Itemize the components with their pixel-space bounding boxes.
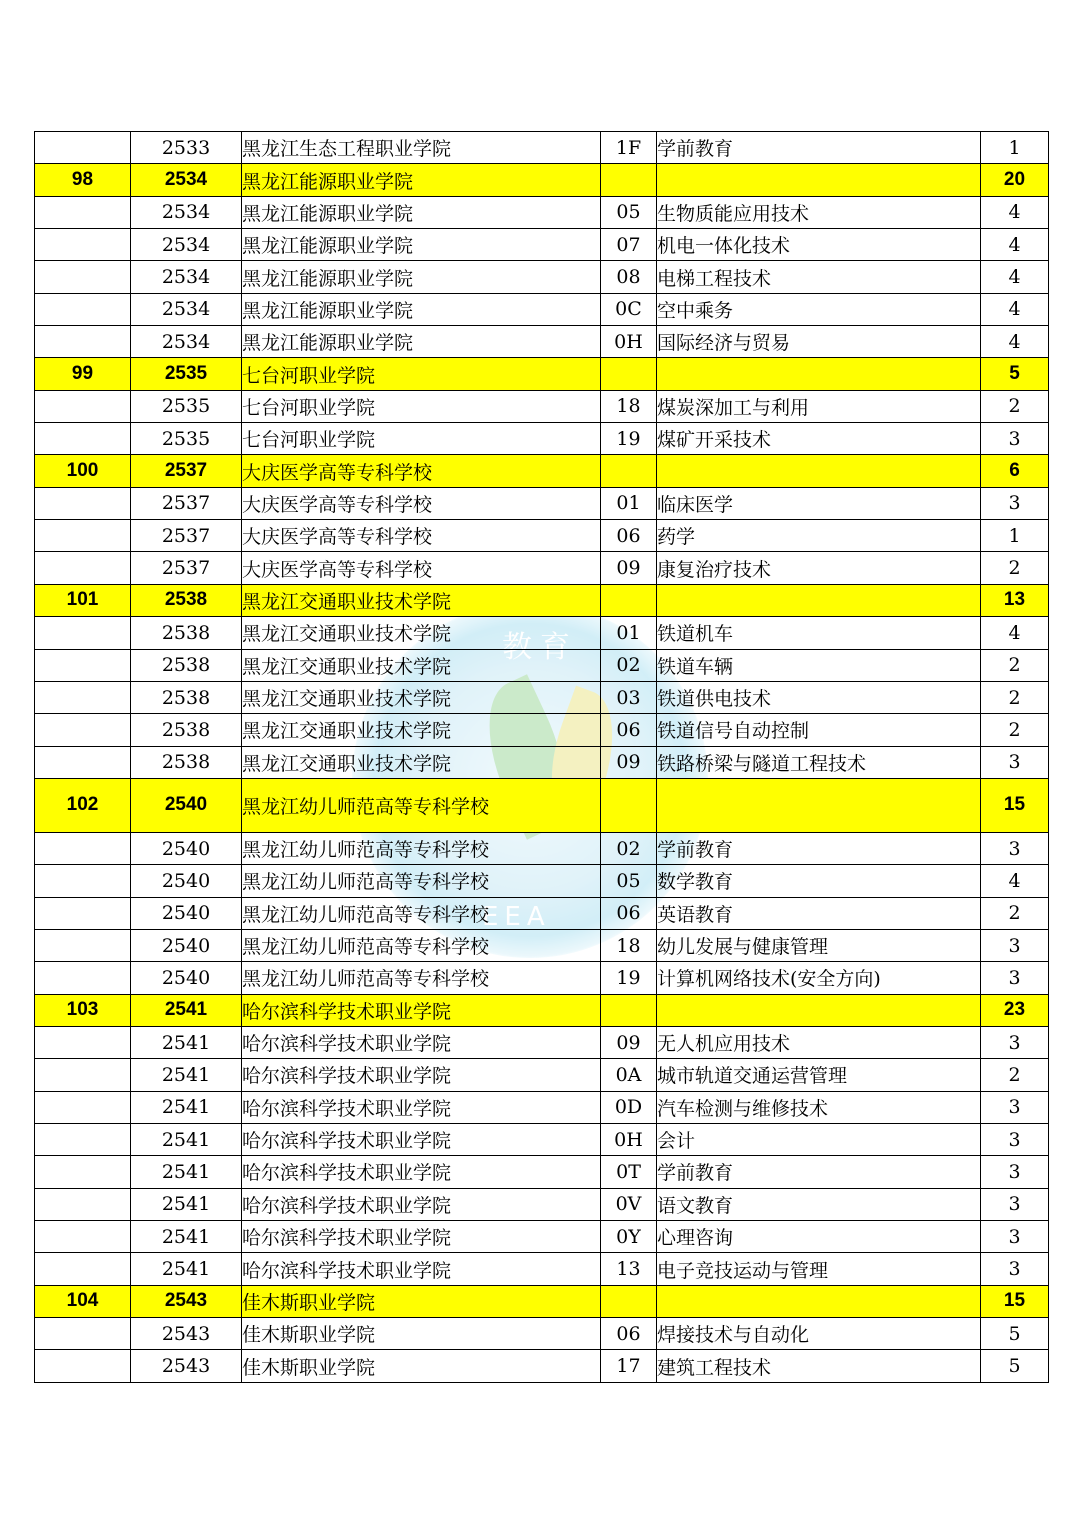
school-code-cell: 2538 bbox=[131, 714, 242, 746]
major-name-cell: 临床医学 bbox=[657, 487, 981, 519]
seq-number-cell bbox=[35, 1059, 131, 1091]
seq-number-cell bbox=[35, 552, 131, 584]
plan-count-cell: 20 bbox=[981, 164, 1049, 196]
school-summary-row bbox=[35, 584, 1049, 616]
plan-count-cell: 3 bbox=[981, 1091, 1049, 1123]
school-code-cell: 2538 bbox=[131, 681, 242, 713]
plan-count-cell: 4 bbox=[981, 617, 1049, 649]
major-code-cell: 0H bbox=[601, 326, 657, 358]
school-name-cell: 黑龙江交通职业技术学院 bbox=[242, 746, 601, 778]
school-name-cell: 黑龙江能源职业学院 bbox=[242, 164, 601, 196]
table-row bbox=[35, 865, 1049, 897]
school-code-cell: 2540 bbox=[131, 929, 242, 961]
table-row bbox=[35, 196, 1049, 228]
plan-count-cell: 3 bbox=[981, 1221, 1049, 1253]
major-code-cell: 06 bbox=[601, 1318, 657, 1350]
school-code-cell: 2540 bbox=[131, 962, 242, 994]
plan-count-cell: 13 bbox=[981, 584, 1049, 616]
major-name-cell: 英语教育 bbox=[657, 897, 981, 929]
school-code-cell: 2537 bbox=[131, 487, 242, 519]
plan-count-cell: 3 bbox=[981, 1123, 1049, 1155]
seq-number-cell: 103 bbox=[35, 994, 131, 1026]
major-name-cell: 铁道车辆 bbox=[657, 649, 981, 681]
plan-count-cell: 2 bbox=[981, 681, 1049, 713]
major-code-cell: 03 bbox=[601, 681, 657, 713]
plan-count-cell: 4 bbox=[981, 293, 1049, 325]
school-code-cell: 2534 bbox=[131, 326, 242, 358]
table-row bbox=[35, 229, 1049, 261]
table-row bbox=[35, 681, 1049, 713]
plan-count-cell: 1 bbox=[981, 520, 1049, 552]
table-row bbox=[35, 897, 1049, 929]
table-row bbox=[35, 326, 1049, 358]
school-code-cell: 2541 bbox=[131, 1059, 242, 1091]
school-name-cell: 大庆医学高等专科学校 bbox=[242, 552, 601, 584]
school-name-cell: 七台河职业学院 bbox=[242, 358, 601, 390]
major-code-cell bbox=[601, 584, 657, 616]
seq-number-cell bbox=[35, 261, 131, 293]
school-code-cell: 2538 bbox=[131, 649, 242, 681]
major-name-cell: 电梯工程技术 bbox=[657, 261, 981, 293]
plan-count-cell: 3 bbox=[981, 929, 1049, 961]
plan-count-cell: 4 bbox=[981, 196, 1049, 228]
school-name-cell: 黑龙江幼儿师范高等专科学校 bbox=[242, 865, 601, 897]
school-name-cell: 佳木斯职业学院 bbox=[242, 1285, 601, 1317]
school-summary-row bbox=[35, 164, 1049, 196]
school-name-cell: 哈尔滨科学技术职业学院 bbox=[242, 994, 601, 1026]
major-name-cell: 空中乘务 bbox=[657, 293, 981, 325]
table-row bbox=[35, 1123, 1049, 1155]
table-row bbox=[35, 1350, 1049, 1382]
school-code-cell: 2534 bbox=[131, 293, 242, 325]
seq-number-cell bbox=[35, 649, 131, 681]
school-code-cell: 2541 bbox=[131, 1026, 242, 1058]
major-name-cell: 学前教育 bbox=[657, 832, 981, 864]
seq-number-cell: 100 bbox=[35, 455, 131, 487]
major-name-cell: 机电一体化技术 bbox=[657, 229, 981, 261]
major-code-cell bbox=[601, 358, 657, 390]
table-row bbox=[35, 1059, 1049, 1091]
school-code-cell: 2535 bbox=[131, 423, 242, 455]
major-name-cell: 学前教育 bbox=[657, 132, 981, 164]
seq-number-cell bbox=[35, 423, 131, 455]
table-row bbox=[35, 714, 1049, 746]
seq-number-cell bbox=[35, 1123, 131, 1155]
major-name-cell: 煤炭深加工与利用 bbox=[657, 390, 981, 422]
seq-number-cell: 102 bbox=[35, 778, 131, 832]
table-row bbox=[35, 1156, 1049, 1188]
table-row bbox=[35, 552, 1049, 584]
school-name-cell: 哈尔滨科学技术职业学院 bbox=[242, 1156, 601, 1188]
table-row bbox=[35, 423, 1049, 455]
major-code-cell: 18 bbox=[601, 929, 657, 961]
major-code-cell: 0T bbox=[601, 1156, 657, 1188]
school-name-cell: 黑龙江能源职业学院 bbox=[242, 261, 601, 293]
table-row bbox=[35, 261, 1049, 293]
major-name-cell: 数学教育 bbox=[657, 865, 981, 897]
school-code-cell: 2540 bbox=[131, 865, 242, 897]
school-code-cell: 2538 bbox=[131, 746, 242, 778]
seq-number-cell bbox=[35, 865, 131, 897]
school-name-cell: 黑龙江交通职业技术学院 bbox=[242, 681, 601, 713]
seq-number-cell bbox=[35, 1188, 131, 1220]
major-code-cell bbox=[601, 455, 657, 487]
seq-number-cell bbox=[35, 1318, 131, 1350]
seq-number-cell bbox=[35, 832, 131, 864]
major-code-cell bbox=[601, 778, 657, 832]
school-name-cell: 大庆医学高等专科学校 bbox=[242, 520, 601, 552]
major-name-cell: 电子竞技运动与管理 bbox=[657, 1253, 981, 1285]
plan-count-cell: 5 bbox=[981, 358, 1049, 390]
table-row bbox=[35, 487, 1049, 519]
watermark-text: 教育 bbox=[502, 630, 578, 665]
major-name-cell: 煤矿开采技术 bbox=[657, 423, 981, 455]
major-code-cell: 13 bbox=[601, 1253, 657, 1285]
major-name-cell: 药学 bbox=[657, 520, 981, 552]
school-summary-row bbox=[35, 455, 1049, 487]
seq-number-cell bbox=[35, 1091, 131, 1123]
seq-number-cell bbox=[35, 746, 131, 778]
major-code-cell: 19 bbox=[601, 423, 657, 455]
major-code-cell: 17 bbox=[601, 1350, 657, 1382]
plan-count-cell: 5 bbox=[981, 1350, 1049, 1382]
school-name-cell: 黑龙江幼儿师范高等专科学校 bbox=[242, 929, 601, 961]
school-name-cell: 黑龙江幼儿师范高等专科学校 bbox=[242, 832, 601, 864]
seq-number-cell: 101 bbox=[35, 584, 131, 616]
school-name-cell: 哈尔滨科学技术职业学院 bbox=[242, 1059, 601, 1091]
major-code-cell: 07 bbox=[601, 229, 657, 261]
school-code-cell: 2535 bbox=[131, 390, 242, 422]
school-code-cell: 2543 bbox=[131, 1285, 242, 1317]
major-code-cell: 19 bbox=[601, 962, 657, 994]
major-code-cell: 09 bbox=[601, 1026, 657, 1058]
major-code-cell: 06 bbox=[601, 714, 657, 746]
plan-count-cell: 15 bbox=[981, 778, 1049, 832]
major-name-cell: 心理咨询 bbox=[657, 1221, 981, 1253]
seq-number-cell bbox=[35, 487, 131, 519]
seq-number-cell bbox=[35, 390, 131, 422]
major-name-cell: 铁道信号自动控制 bbox=[657, 714, 981, 746]
major-code-cell: 0A bbox=[601, 1059, 657, 1091]
plan-count-cell: 3 bbox=[981, 1188, 1049, 1220]
school-code-cell: 2541 bbox=[131, 1156, 242, 1188]
plan-count-cell: 2 bbox=[981, 552, 1049, 584]
plan-count-cell: 3 bbox=[981, 746, 1049, 778]
major-code-cell: 06 bbox=[601, 897, 657, 929]
school-name-cell: 黑龙江交通职业技术学院 bbox=[242, 584, 601, 616]
school-code-cell: 2537 bbox=[131, 520, 242, 552]
school-code-cell: 2534 bbox=[131, 261, 242, 293]
school-name-cell: 黑龙江幼儿师范高等专科学校 bbox=[242, 897, 601, 929]
school-code-cell: 2543 bbox=[131, 1318, 242, 1350]
school-summary-row bbox=[35, 778, 1049, 832]
school-code-cell: 2541 bbox=[131, 1091, 242, 1123]
seq-number-cell bbox=[35, 1156, 131, 1188]
major-name-cell bbox=[657, 994, 981, 1026]
major-name-cell: 国际经济与贸易 bbox=[657, 326, 981, 358]
school-summary-row bbox=[35, 358, 1049, 390]
school-code-cell: 2534 bbox=[131, 196, 242, 228]
table-row bbox=[35, 832, 1049, 864]
seq-number-cell bbox=[35, 520, 131, 552]
table-row bbox=[35, 293, 1049, 325]
plan-count-cell: 5 bbox=[981, 1318, 1049, 1350]
major-name-cell: 建筑工程技术 bbox=[657, 1350, 981, 1382]
school-name-cell: 大庆医学高等专科学校 bbox=[242, 487, 601, 519]
plan-count-cell: 3 bbox=[981, 1026, 1049, 1058]
table-row bbox=[35, 1253, 1049, 1285]
school-code-cell: 2541 bbox=[131, 1123, 242, 1155]
watermark-text: EEA bbox=[482, 902, 551, 932]
table-row bbox=[35, 1188, 1049, 1220]
enrollment-table bbox=[34, 131, 1049, 1383]
seq-number-cell bbox=[35, 293, 131, 325]
major-code-cell: 02 bbox=[601, 649, 657, 681]
seq-number-cell bbox=[35, 1350, 131, 1382]
school-name-cell: 七台河职业学院 bbox=[242, 390, 601, 422]
seq-number-cell: 104 bbox=[35, 1285, 131, 1317]
major-code-cell: 0Y bbox=[601, 1221, 657, 1253]
major-name-cell bbox=[657, 778, 981, 832]
major-name-cell: 城市轨道交通运营管理 bbox=[657, 1059, 981, 1091]
table-row bbox=[35, 1221, 1049, 1253]
school-name-cell: 黑龙江交通职业技术学院 bbox=[242, 649, 601, 681]
major-name-cell bbox=[657, 1285, 981, 1317]
major-name-cell: 康复治疗技术 bbox=[657, 552, 981, 584]
major-name-cell: 无人机应用技术 bbox=[657, 1026, 981, 1058]
plan-count-cell: 2 bbox=[981, 714, 1049, 746]
major-name-cell: 汽车检测与维修技术 bbox=[657, 1091, 981, 1123]
table-row bbox=[35, 617, 1049, 649]
major-name-cell: 焊接技术与自动化 bbox=[657, 1318, 981, 1350]
seq-number-cell bbox=[35, 132, 131, 164]
seq-number-cell bbox=[35, 326, 131, 358]
major-code-cell: 05 bbox=[601, 196, 657, 228]
major-code-cell: 06 bbox=[601, 520, 657, 552]
table-row bbox=[35, 1091, 1049, 1123]
school-code-cell: 2534 bbox=[131, 229, 242, 261]
school-name-cell: 哈尔滨科学技术职业学院 bbox=[242, 1221, 601, 1253]
major-name-cell bbox=[657, 358, 981, 390]
school-name-cell: 佳木斯职业学院 bbox=[242, 1350, 601, 1382]
table-row bbox=[35, 1026, 1049, 1058]
major-name-cell bbox=[657, 584, 981, 616]
seq-number-cell bbox=[35, 229, 131, 261]
plan-count-cell: 2 bbox=[981, 390, 1049, 422]
school-code-cell: 2534 bbox=[131, 164, 242, 196]
plan-count-cell: 4 bbox=[981, 865, 1049, 897]
major-code-cell: 1F bbox=[601, 132, 657, 164]
school-name-cell: 黑龙江能源职业学院 bbox=[242, 196, 601, 228]
major-code-cell: 0H bbox=[601, 1123, 657, 1155]
major-code-cell: 05 bbox=[601, 865, 657, 897]
seq-number-cell bbox=[35, 617, 131, 649]
seq-number-cell bbox=[35, 714, 131, 746]
major-code-cell bbox=[601, 1285, 657, 1317]
school-name-cell: 七台河职业学院 bbox=[242, 423, 601, 455]
school-code-cell: 2538 bbox=[131, 617, 242, 649]
major-name-cell: 生物质能应用技术 bbox=[657, 196, 981, 228]
table-row bbox=[35, 520, 1049, 552]
school-summary-row bbox=[35, 994, 1049, 1026]
major-code-cell: 09 bbox=[601, 746, 657, 778]
major-code-cell bbox=[601, 164, 657, 196]
school-name-cell: 黑龙江能源职业学院 bbox=[242, 326, 601, 358]
table-row bbox=[35, 390, 1049, 422]
plan-count-cell: 4 bbox=[981, 326, 1049, 358]
plan-count-cell: 15 bbox=[981, 1285, 1049, 1317]
school-name-cell: 哈尔滨科学技术职业学院 bbox=[242, 1091, 601, 1123]
school-code-cell: 2541 bbox=[131, 1221, 242, 1253]
school-name-cell: 黑龙江幼儿师范高等专科学校 bbox=[242, 778, 601, 832]
table-row bbox=[35, 132, 1049, 164]
table-row bbox=[35, 1318, 1049, 1350]
plan-count-cell: 2 bbox=[981, 1059, 1049, 1091]
plan-count-cell: 2 bbox=[981, 649, 1049, 681]
school-name-cell: 黑龙江幼儿师范高等专科学校 bbox=[242, 962, 601, 994]
major-name-cell: 铁道机车 bbox=[657, 617, 981, 649]
major-code-cell: 0C bbox=[601, 293, 657, 325]
table-row bbox=[35, 649, 1049, 681]
school-name-cell: 黑龙江交通职业技术学院 bbox=[242, 714, 601, 746]
plan-count-cell: 3 bbox=[981, 832, 1049, 864]
seq-number-cell bbox=[35, 929, 131, 961]
school-code-cell: 2541 bbox=[131, 1253, 242, 1285]
plan-count-cell: 2 bbox=[981, 897, 1049, 929]
seq-number-cell bbox=[35, 681, 131, 713]
major-name-cell: 铁路桥梁与隧道工程技术 bbox=[657, 746, 981, 778]
plan-count-cell: 3 bbox=[981, 487, 1049, 519]
plan-count-cell: 3 bbox=[981, 423, 1049, 455]
school-name-cell: 哈尔滨科学技术职业学院 bbox=[242, 1253, 601, 1285]
major-code-cell: 01 bbox=[601, 617, 657, 649]
seq-number-cell: 99 bbox=[35, 358, 131, 390]
school-code-cell: 2535 bbox=[131, 358, 242, 390]
major-code-cell: 09 bbox=[601, 552, 657, 584]
school-summary-row bbox=[35, 1285, 1049, 1317]
plan-count-cell: 1 bbox=[981, 132, 1049, 164]
plan-count-cell: 4 bbox=[981, 261, 1049, 293]
plan-count-cell: 23 bbox=[981, 994, 1049, 1026]
major-name-cell bbox=[657, 164, 981, 196]
school-code-cell: 2533 bbox=[131, 132, 242, 164]
seq-number-cell: 98 bbox=[35, 164, 131, 196]
seq-number-cell bbox=[35, 962, 131, 994]
major-name-cell: 学前教育 bbox=[657, 1156, 981, 1188]
seq-number-cell bbox=[35, 196, 131, 228]
plan-count-cell: 6 bbox=[981, 455, 1049, 487]
seq-number-cell bbox=[35, 1221, 131, 1253]
seq-number-cell bbox=[35, 897, 131, 929]
school-code-cell: 2540 bbox=[131, 832, 242, 864]
major-name-cell: 语文教育 bbox=[657, 1188, 981, 1220]
seq-number-cell bbox=[35, 1253, 131, 1285]
major-code-cell: 01 bbox=[601, 487, 657, 519]
school-name-cell: 哈尔滨科学技术职业学院 bbox=[242, 1188, 601, 1220]
school-name-cell: 佳木斯职业学院 bbox=[242, 1318, 601, 1350]
seq-number-cell bbox=[35, 1026, 131, 1058]
school-code-cell: 2538 bbox=[131, 584, 242, 616]
major-name-cell: 会计 bbox=[657, 1123, 981, 1155]
plan-count-cell: 3 bbox=[981, 1253, 1049, 1285]
school-name-cell: 黑龙江能源职业学院 bbox=[242, 293, 601, 325]
plan-count-cell: 3 bbox=[981, 1156, 1049, 1188]
table-row bbox=[35, 929, 1049, 961]
major-name-cell bbox=[657, 455, 981, 487]
major-code-cell: 18 bbox=[601, 390, 657, 422]
school-code-cell: 2543 bbox=[131, 1350, 242, 1382]
major-code-cell: 0V bbox=[601, 1188, 657, 1220]
school-name-cell: 哈尔滨科学技术职业学院 bbox=[242, 1123, 601, 1155]
school-code-cell: 2540 bbox=[131, 778, 242, 832]
school-code-cell: 2537 bbox=[131, 455, 242, 487]
major-name-cell: 铁道供电技术 bbox=[657, 681, 981, 713]
major-name-cell: 计算机网络技术(安全方向) bbox=[657, 962, 981, 994]
plan-count-cell: 3 bbox=[981, 962, 1049, 994]
major-code-cell: 02 bbox=[601, 832, 657, 864]
school-code-cell: 2537 bbox=[131, 552, 242, 584]
school-name-cell: 大庆医学高等专科学校 bbox=[242, 455, 601, 487]
school-name-cell: 黑龙江能源职业学院 bbox=[242, 229, 601, 261]
major-code-cell: 0D bbox=[601, 1091, 657, 1123]
school-code-cell: 2541 bbox=[131, 994, 242, 1026]
school-name-cell: 哈尔滨科学技术职业学院 bbox=[242, 1026, 601, 1058]
major-code-cell: 08 bbox=[601, 261, 657, 293]
major-code-cell bbox=[601, 994, 657, 1026]
major-name-cell: 幼儿发展与健康管理 bbox=[657, 929, 981, 961]
school-name-cell: 黑龙江生态工程职业学院 bbox=[242, 132, 601, 164]
school-name-cell: 黑龙江交通职业技术学院 bbox=[242, 617, 601, 649]
table-body bbox=[35, 132, 1049, 1383]
table-row bbox=[35, 746, 1049, 778]
school-code-cell: 2541 bbox=[131, 1188, 242, 1220]
table-row bbox=[35, 962, 1049, 994]
school-code-cell: 2540 bbox=[131, 897, 242, 929]
plan-count-cell: 4 bbox=[981, 229, 1049, 261]
